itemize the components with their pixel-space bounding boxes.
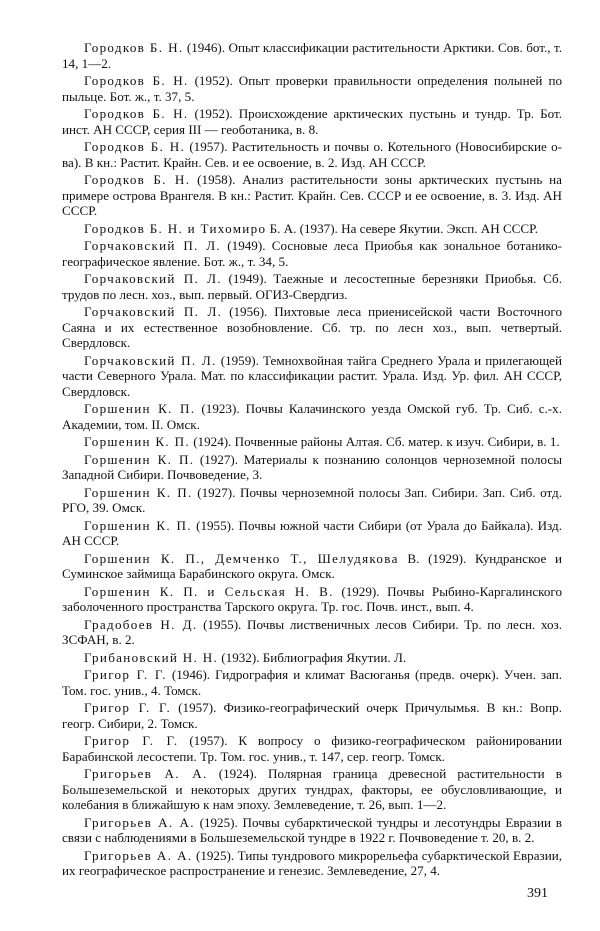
bibliography-entry <box>62 139 562 170</box>
entry-author: Городков Б. Н. <box>84 73 189 88</box>
bibliography-entry <box>62 518 562 549</box>
entry-text: (1949). Таежные и лесостепные березняки Приобья. Сб. трудов по лесн. хоз., вып. первый. ОГИЗ-Свердгиз. <box>62 271 562 302</box>
bibliography-entry <box>62 73 562 104</box>
bibliography-entry <box>62 551 562 582</box>
entry-text: (1946). Гидрография и климат Васюганья (предв. очерк). Учен. зап. Том. гос. унив., 4. Томск. <box>62 667 562 698</box>
entry-text: (1929). Почвы Рыбино-Каргалинского заболоченного пространства Тарского округа. Тр. гос. Почв. инст., вып. 4. <box>62 583 562 614</box>
bibliography-entry <box>62 700 562 731</box>
entry-text: (1955). Почвы южной части Сибири (от Урала до Байкала). Изд. АН СССР. <box>62 517 562 548</box>
bibliography-entry <box>62 238 562 269</box>
entry-text: (1959). Темнохвойная тайга Среднего Урала и прилегающей части Северного Урала. Мат. по классификации растит. Урала. Изд. Ур. фил. АН СССР, Свердловск. <box>62 352 562 399</box>
entry-author: Горшенин К. П. <box>84 434 190 449</box>
entry-text: (1952). Опыт проверки правильности определения полыней по пыльце. Бот. ж., т. 37, 5. <box>62 73 562 104</box>
bibliography-entry <box>62 106 562 137</box>
entry-text: (1927). Почвы черноземной полосы Зап. Сибири. Зап. Сиб. отд. РГО, 39. Омск. <box>62 484 562 515</box>
entry-text: (1957). Растительность и почвы о. Котельного (Новосибирские о-ва). В кн.: Растит. Крайн. Сев. и ее освоение, в. 2. Изд. АН СССР. <box>62 139 562 170</box>
bibliography-entry <box>62 485 562 516</box>
entry-author: Горчаковский П. Л. <box>84 238 221 253</box>
entry-text: (1927). Материалы к познанию солонцов черноземной полосы Западной Сибири. Почвоведение, 3. <box>62 451 562 482</box>
entry-text: (1958). Анализ растительности зоны арктических пустынь на примере острова Врангеля. В кн.: Растит. Крайн. Сев. СССР и ее освоение, в. 3. Изд. АН СССР. <box>62 172 562 218</box>
entry-author: Городков Б. Н. <box>84 40 184 55</box>
entry-author: Григор Г. Г. <box>84 667 167 682</box>
entry-author: Городков Б. Н. <box>84 139 186 154</box>
entry-text: (1924). Почвенные районы Алтая. Сб. матер. к изуч. Сибири, в. 1. <box>189 434 560 449</box>
entry-author: Григор Г. Г. <box>84 700 172 715</box>
entry-text: (1924). Полярная граница древесной растительности в Большеземельской и некоторых других тундрах, факторы, ее обусловливающие, и колебания в ближайшую к нам эпоху. Землеведение, т. 26, вып. 1—2. <box>62 766 562 812</box>
entry-author: Григорьев А. А. <box>84 814 195 830</box>
entry-text: (1957). Физико-географический очерк Причулымья. В кн.: Вопр. геогр. Сибири, 2. Томск. <box>62 700 562 731</box>
bibliography-entry <box>62 304 562 351</box>
entry-text: (1932). Библиография Якутии. Л. <box>218 649 407 665</box>
bibliography-entry <box>62 434 562 450</box>
entry-text: (1956). Пихтовые леса приенисейской части Восточного Саяна и их естественное возобновление. Сб. тр. по лесн хоз., вып. четвертый. Свердловск. <box>62 304 562 350</box>
entry-author: Григорьев А. А. <box>84 766 208 781</box>
bibliography-entry <box>62 40 562 71</box>
entry-author: Городков Б. Н. <box>84 172 191 187</box>
entry-author: Городков Б. Н. <box>84 106 189 121</box>
entry-text: (1925). Почвы субарктической тундры и лесотундры Евразии в связи с наблюдениями в Большеземельской тундре в 1922 г. Почвоведение т. 20, в. 2. <box>62 814 562 845</box>
entry-author: Григор Г. Г. <box>84 733 179 748</box>
entry-author: Горшенин К. П., Демченко Т., Шелудякова <box>84 550 399 566</box>
bibliography-entry <box>62 172 562 219</box>
bibliography-entry <box>62 452 562 483</box>
entry-author: Горшенин К. П. <box>84 401 196 416</box>
bibliography-entry <box>62 650 562 666</box>
entry-text: (1949). Сосновые леса Приобья как зональное ботанико-географическое явление. Бот. ж., т. 34, 5. <box>62 238 562 269</box>
entry-author: Горшенин К. П. и Сельская Н. В. <box>84 583 334 599</box>
entry-author: Горчаковский П. Л. <box>84 271 222 286</box>
bibliography-list <box>62 40 562 881</box>
entry-text: Б. А. (1937). На севере Якутии. Эксп. АН СССР. <box>266 220 539 236</box>
entry-text: В. (1929). Кундранское и Суминское займища Барабинского округа. Омск. <box>62 550 562 581</box>
bibliography-entry <box>62 667 562 698</box>
entry-author: Грибановский Н. Н. <box>84 649 219 665</box>
entry-author: Горшенин К. П. <box>84 517 192 533</box>
bibliography-entry <box>62 353 562 400</box>
entry-text: (1923). Почвы Калачинского уезда Омской губ. Тр. Сиб. с.-х. Академии, том. II. Омск. <box>62 401 562 432</box>
bibliography-entry <box>62 221 562 237</box>
entry-text: (1946). Опыт классификации растительности Арктики. Сов. бот., т. 14, 1—2. <box>62 40 562 71</box>
bibliography-entry <box>62 617 562 648</box>
bibliography-entry <box>62 733 562 764</box>
entry-author: Горшенин К. П. <box>84 451 195 467</box>
entry-author: Городков Б. Н. и Тихомиро <box>84 220 267 236</box>
entry-text: (1955). Почвы лиственичных лесов Сибири. Тр. по лесн. хоз. ЗСФАН, в. 2. <box>62 616 563 647</box>
bibliography-entry <box>62 848 562 879</box>
bibliography-entry <box>62 766 562 813</box>
entry-author: Горчаковский П. Л. <box>84 352 217 368</box>
page-number: 391 <box>527 886 548 901</box>
entry-author: Горшенин К. П. <box>84 484 193 500</box>
entry-author: Горчаковский П. Л. <box>84 304 223 319</box>
bibliography-entry <box>62 815 562 846</box>
bibliography-entry <box>62 584 562 615</box>
bibliography-entry <box>62 401 562 432</box>
entry-author: Градобоев Н. Д. <box>84 616 198 632</box>
entry-text: (1925). Типы тундрового микрорельефа субарктической Евразии, их географическое распространение и генезис. Землеведение, 27, 4. <box>62 847 562 878</box>
entry-author: Григорьев А. А. <box>84 847 193 863</box>
entry-text: (1952). Происхождение арктических пустынь и тундр. Тр. Бот. инст. АН СССР, серия III — геоботаника, в. 8. <box>62 106 562 137</box>
entry-text: (1957). К вопросу о физико-географическом районировании Барабинской лесостепи. Тр. Том. гос. унив., т. 147, сер. геогр. Томск. <box>62 733 562 764</box>
bibliography-entry <box>62 271 562 302</box>
